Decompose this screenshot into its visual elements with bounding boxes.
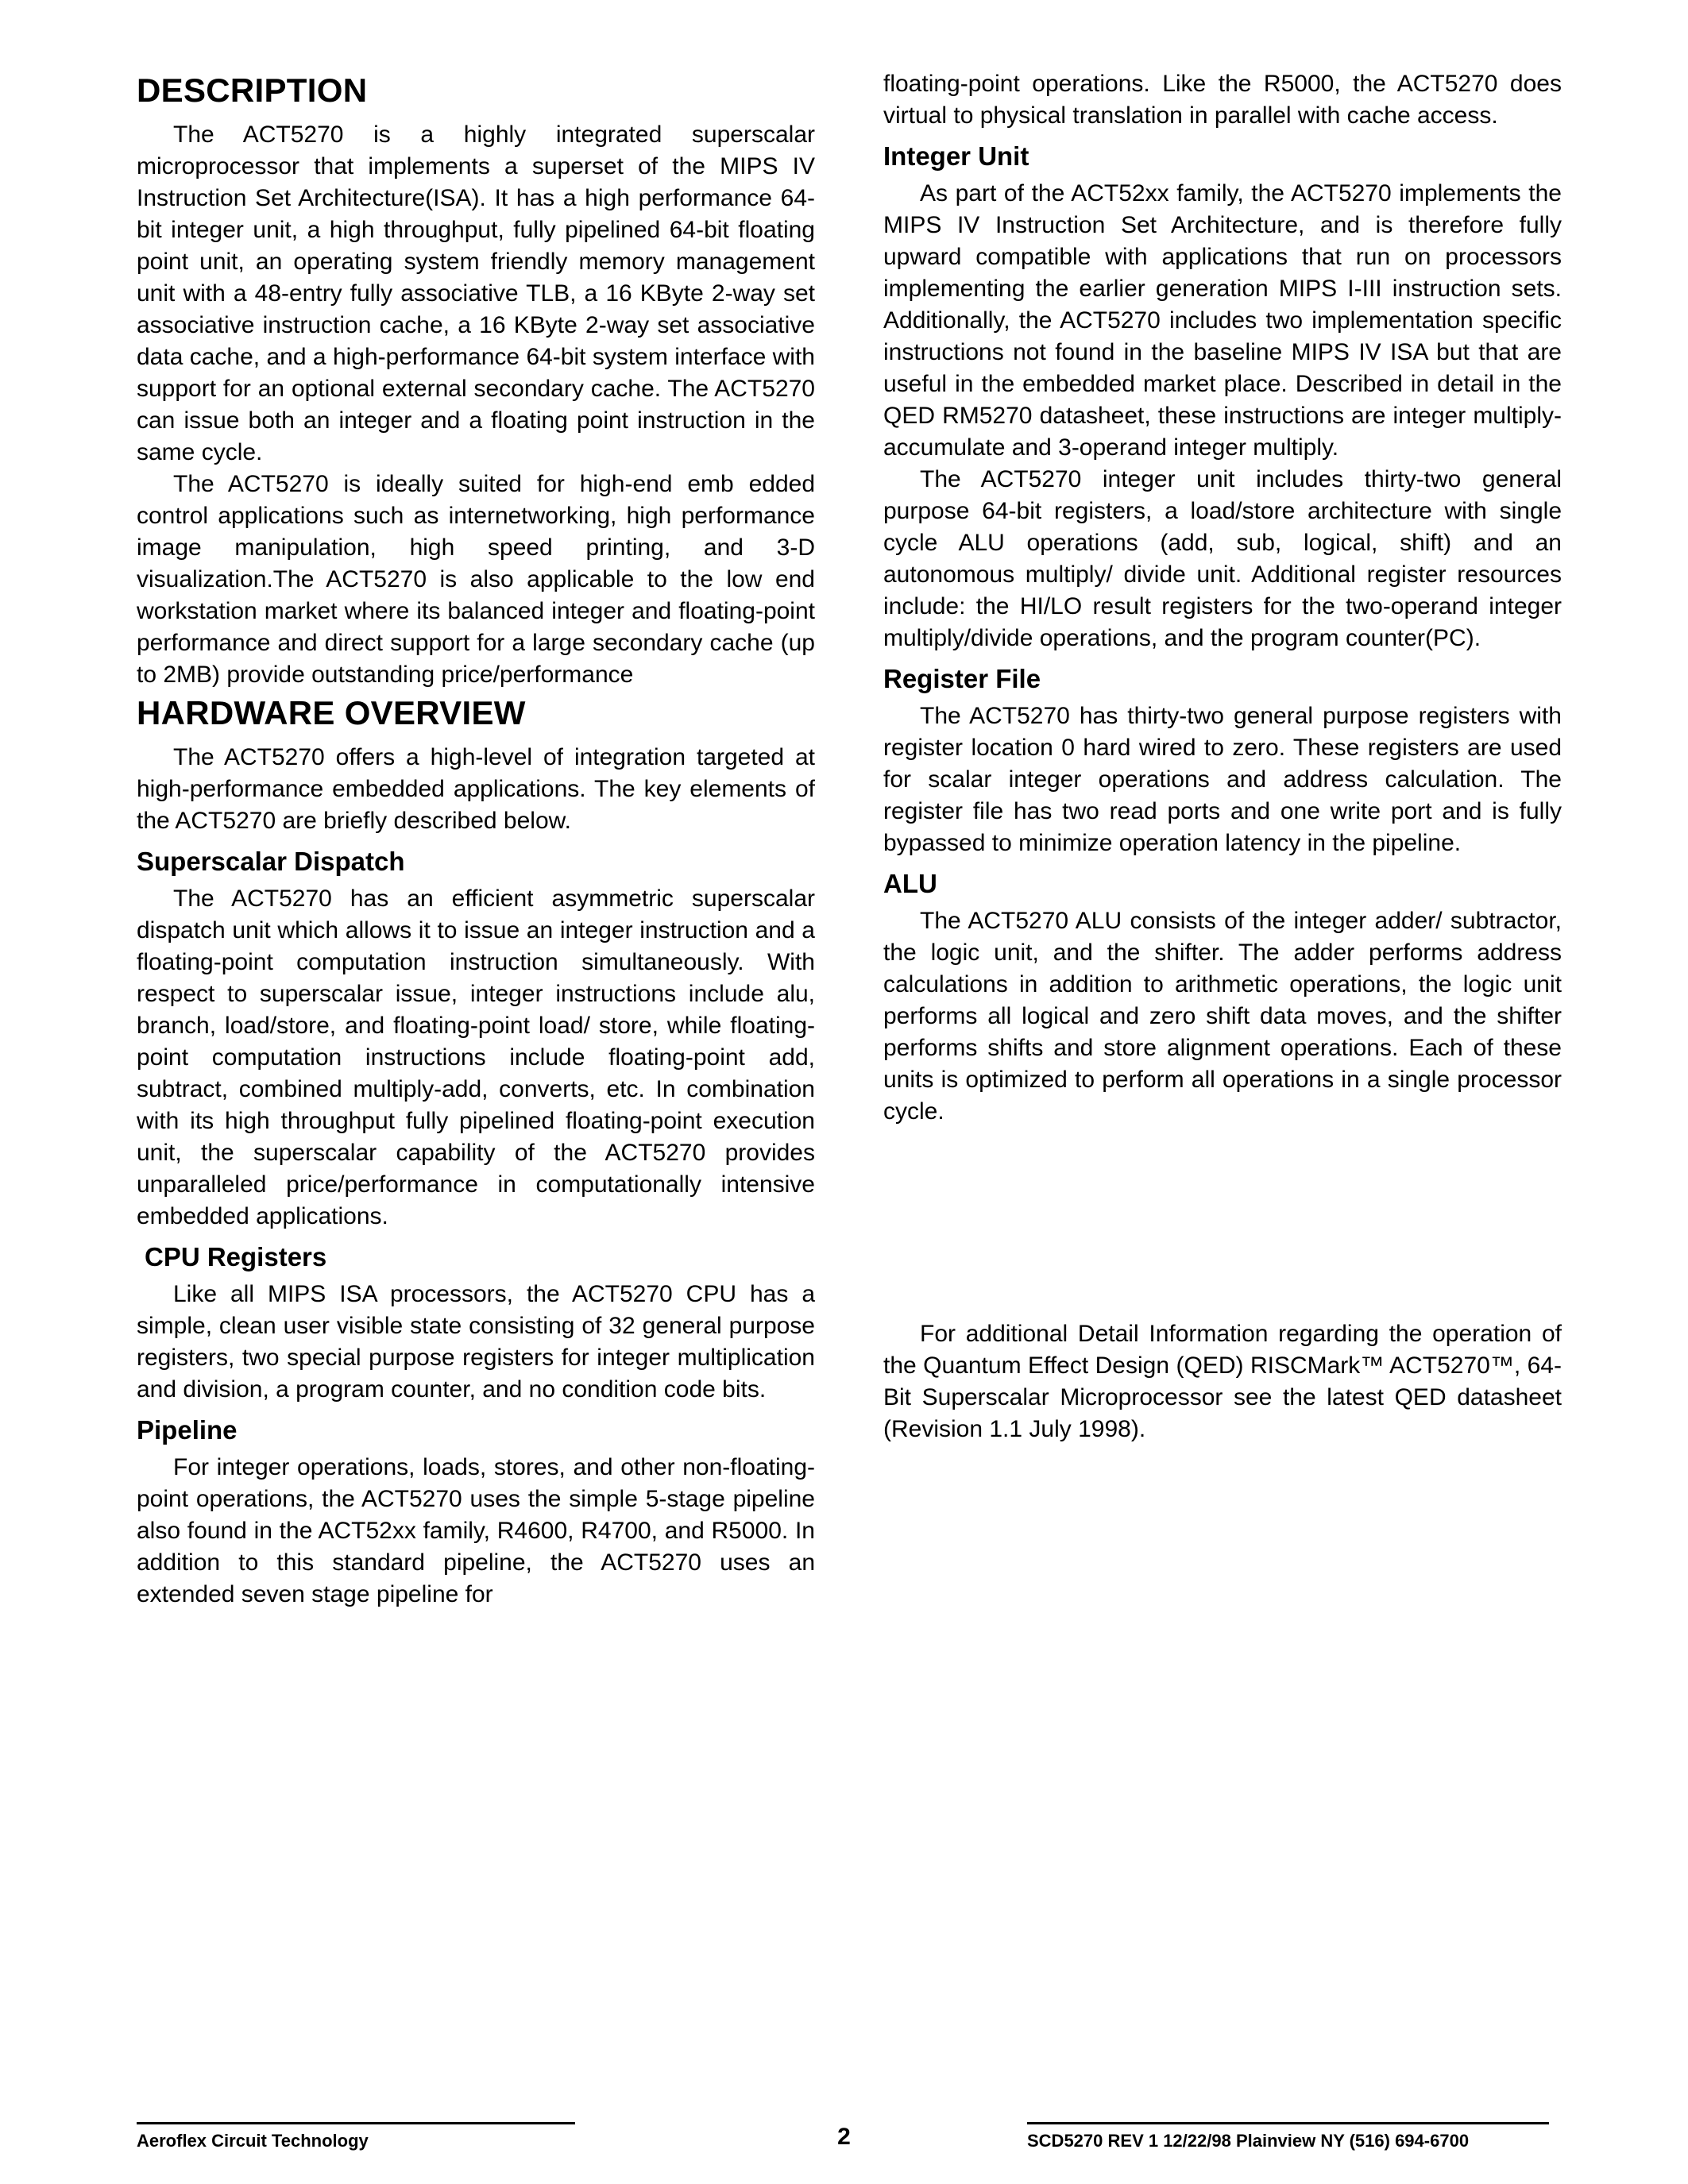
paragraph-cpu-registers: Like all MIPS ISA processors, the ACT5270 CPU has a simple, clean user visible state consisting of 32 general purpose registers, two special purpose registers for integer multiplication and division, a program counter, and no condition code bits.: [137, 1281, 815, 1403]
paragraph-integer-unit-2: The ACT5270 integer unit includes thirty-two general purpose 64-bit registers, a load/store architecture with single cycle ALU operations (add, sub, logical, shift) and an autonomous multiply/ divide unit. Additional register resources include: the HI/LO result registers for the two-operand integer multiply/divide operations, and the program counter(PC).: [883, 466, 1562, 651]
heading-pipeline: Pipeline: [137, 1415, 238, 1445]
heading-superscalar-dispatch: Superscalar Dispatch: [137, 847, 405, 876]
footer-company: Aeroflex Circuit Technology: [137, 2122, 575, 2151]
two-column-layout: [137, 68, 1562, 1611]
paragraph-pipeline-continued: floating-point operations. Like the R5000, the ACT5270 does virtual to physical translation in parallel with cache access.: [883, 71, 1562, 129]
column-whitespace: [883, 1128, 1562, 1318]
left-column: [137, 68, 815, 1611]
paragraph-hardware-overview: The ACT5270 offers a high-level of integration targeted at high-performance embedded applications. The key elements of the ACT5270 are briefly described below.: [137, 744, 815, 834]
paragraph-superscalar-dispatch: The ACT5270 has an efficient asymmetric superscalar dispatch unit which allows it to issue an integer instruction and a floating-point computation instruction simultaneously. With respect to superscalar issue, integer instructions include alu, branch, load/store, and floating-point load/ store, while floating-point computation instructions include floating-point add, subtract, combined multiply-add, converts, etc. In combination with its high throughput fully pipelined floating-point execution unit, the superscalar capability of the ACT5270 provides unparalleled price/performance in computationally intensive embedded applications.: [137, 886, 815, 1229]
footer-doc-ref: SCD5270 REV 1 12/22/98 Plainview NY (516) 694-6700: [1027, 2122, 1549, 2151]
paragraph-description-2: The ACT5270 is ideally suited for high-end emb edded control applications such as internetworking, high performance image manipulation, high speed printing, and 3-D visualization.The ACT5270 is also applicable to the low end workstation market where its balanced integer and floating-point performance and direct support for a large secondary cache (up to 2MB) provide outstanding price/performance: [137, 471, 815, 688]
heading-integer-unit: Integer Unit: [883, 141, 1029, 171]
paragraph-additional-info: For additional Detail Information regarding the operation of the Quantum Effect Design (QED) RISCMark™ ACT5270™, 64-Bit Superscalar Microprocessor see the latest QED datasheet (Revision 1.1 July 1998).: [883, 1321, 1562, 1442]
heading-register-file: Register File: [883, 664, 1041, 693]
paragraph-pipeline: For integer operations, loads, stores, and other non-floating-point operations, the ACT5270 uses the simple 5-stage pipeline also found in the ACT52xx family, R4600, R4700, and R5000. In addition to this standard pipeline, the ACT5270 uses an extended seven stage pipeline for: [137, 1454, 815, 1607]
right-column: [883, 68, 1562, 1611]
heading-description: DESCRIPTION: [137, 71, 368, 109]
paragraph-description-1: The ACT5270 is a highly integrated superscalar microprocessor that implements a superset of the MIPS IV Instruction Set Architecture(ISA). It has a high performance 64-bit integer unit, a high throughput, fully pipelined 64-bit floating point unit, an operating system friendly memory management unit with a 48-entry fully associative TLB, a 16 KByte 2-way set associative instruction cache, a 16 KByte 2-way set associative data cache, and a high-performance 64-bit system interface with support for an optional external secondary cache. The ACT5270 can issue both an integer and a floating point instruction in the same cycle.: [137, 122, 815, 465]
paragraph-alu: The ACT5270 ALU consists of the integer adder/ subtractor, the logic unit, and the shifter. The adder performs address calculations in addition to arithmetic operations, the logic unit performs all logical and zero shift data moves, and the shifter performs shifts and store alignment operations. Each of these units is optimized to perform all operations in a single processor cycle.: [883, 908, 1562, 1125]
heading-alu: ALU: [883, 869, 937, 898]
paragraph-register-file: The ACT5270 has thirty-two general purpose registers with register location 0 hard wired to zero. These registers are used for scalar integer operations and address calculation. The register file has two read ports and one write port and is fully bypassed to minimize operation latency in the pipeline.: [883, 703, 1562, 856]
heading-cpu-registers: CPU Registers: [145, 1242, 327, 1271]
heading-hardware-overview: HARDWARE OVERVIEW: [137, 694, 526, 731]
paragraph-integer-unit-1: As part of the ACT52xx family, the ACT5270 implements the MIPS IV Instruction Set Architecture, and is therefore fully upward compatible with applications that run on processors implementing the earlier generation MIPS I-III instruction sets. Additionally, the ACT5270 includes two implementation specific instructions not found in the baseline MIPS IV ISA but that are useful in the embedded market place. Described in detail in the QED RM5270 datasheet, these instructions are integer multiply-accumulate and 3-operand integer multiply.: [883, 180, 1562, 461]
page-number: 2: [837, 2124, 851, 2150]
